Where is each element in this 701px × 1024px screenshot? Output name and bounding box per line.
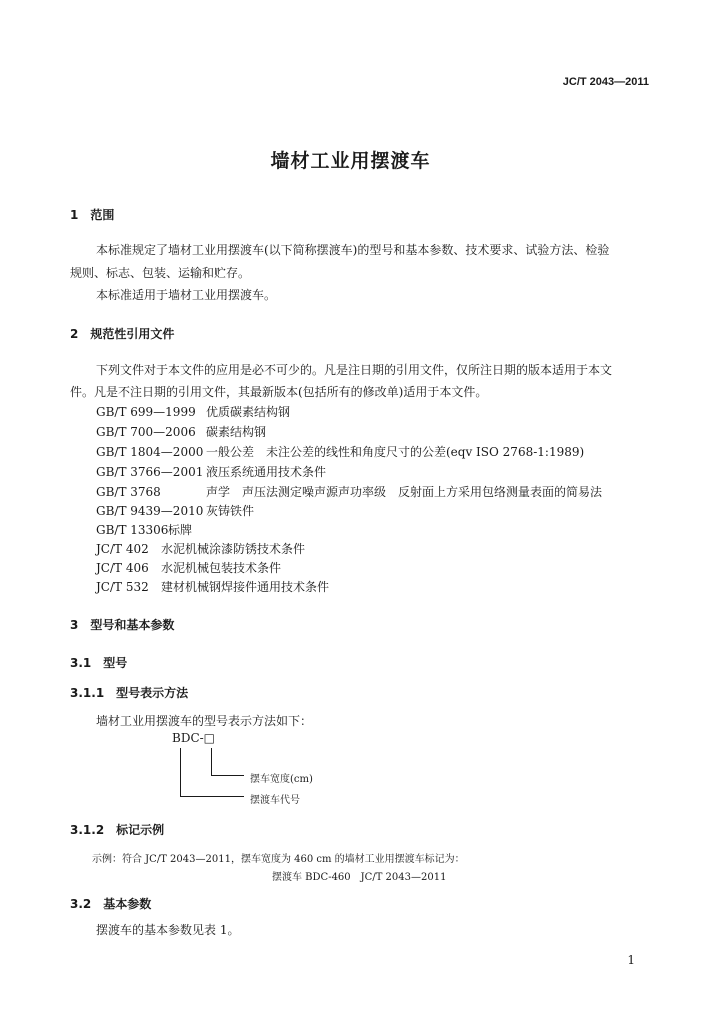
reference-title: 水泥机械涂漆防锈技术条件 xyxy=(161,542,306,556)
reference-code: GB/T 3766—2001 xyxy=(96,465,204,479)
reference-title: 灰铸铁件 xyxy=(206,504,255,518)
width-leader-vertical xyxy=(211,748,212,775)
reference-item xyxy=(96,540,305,557)
reference-item xyxy=(96,483,602,500)
reference-item xyxy=(96,578,329,595)
section-1-para2: 本标准适用于墙材工业用摆渡车。 xyxy=(96,288,277,302)
section-1-heading: 1 范围 xyxy=(70,208,115,222)
reference-item xyxy=(96,443,584,460)
label-width: 摆车宽度(cm) xyxy=(250,774,313,785)
section-2-intro-line2: 件。凡是不注日期的引用文件，其最新版本(包括所有的修改单)适用于本文件。 xyxy=(70,385,488,399)
section-3-2-heading: 3.2 基本参数 xyxy=(70,897,152,911)
reference-item xyxy=(96,502,254,519)
reference-title: 水泥机械包装技术条件 xyxy=(161,561,282,575)
reference-code: JC/T 406 xyxy=(96,561,149,575)
reference-code: GB/T 699—1999 xyxy=(96,405,196,419)
section-2-heading: 2 规范性引用文件 xyxy=(70,327,175,341)
reference-code: GB/T 13306 xyxy=(96,523,169,537)
reference-code: JC/T 402 xyxy=(96,542,149,556)
reference-title: 标牌 xyxy=(168,523,193,537)
reference-code: GB/T 9439—2010 xyxy=(96,504,204,518)
section-1-para1-line1: 本标准规定了墙材工业用摆渡车(以下简称摆渡车)的型号和基本参数、技术要求、试验方法、检验 xyxy=(96,243,610,257)
reference-code: GB/T 3768 xyxy=(96,485,161,499)
page-title: 墙材工业用摆渡车 xyxy=(270,150,431,172)
reference-title: 声学 声压法测定噪声源声功率级 反射面上方采用包络测量表面的简易法 xyxy=(206,485,603,499)
code-leader-horizontal xyxy=(180,796,244,797)
reference-title: 碳素结构钢 xyxy=(206,425,267,439)
section-3-1-1-heading: 3.1.1 型号表示方法 xyxy=(70,686,189,700)
basic-params-text: 摆渡车的基本参数见表 1。 xyxy=(96,923,240,937)
reference-code: GB/T 1804—2000 xyxy=(96,445,204,459)
section-1-para1-line2: 规则、标志、包装、运输和贮存。 xyxy=(70,266,251,280)
reference-item xyxy=(96,423,266,440)
reference-item xyxy=(96,521,192,538)
model-notation-intro: 墙材工业用摆渡车的型号表示方法如下： xyxy=(96,714,313,728)
standard-number: JC/T 2043—2011 xyxy=(562,76,649,88)
reference-code: GB/T 700—2006 xyxy=(96,425,196,439)
width-leader-horizontal xyxy=(211,775,244,776)
reference-code: JC/T 532 xyxy=(96,580,149,594)
reference-item xyxy=(96,403,290,420)
reference-title: 优质碳素结构钢 xyxy=(206,405,291,419)
model-code: BDC-□ xyxy=(172,731,216,745)
reference-item xyxy=(96,463,326,480)
marking-example-line2: 摆渡车 BDC-460 JC/T 2043—2011 xyxy=(272,872,447,883)
section-3-heading: 3 型号和基本参数 xyxy=(70,618,175,632)
reference-title: 一般公差 未注公差的线性和角度尺寸的公差(eqv ISO 2768-1:1989) xyxy=(206,445,585,459)
marking-example-line1: 示例：符合 JC/T 2043—2011，摆车宽度为 460 cm 的墙材工业用摆渡车标记为： xyxy=(92,854,465,865)
reference-item xyxy=(96,559,281,576)
label-code: 摆渡车代号 xyxy=(250,795,300,806)
page-number: 1 xyxy=(627,953,635,967)
section-3-1-2-heading: 3.1.2 标记示例 xyxy=(70,823,165,837)
section-3-1-heading: 3.1 型号 xyxy=(70,656,128,670)
reference-title: 液压系统通用技术条件 xyxy=(206,465,327,479)
code-leader-vertical xyxy=(180,748,181,796)
section-2-intro-line1: 下列文件对于本文件的应用是必不可少的。凡是注日期的引用文件，仅所注日期的版本适用于本文 xyxy=(96,363,613,377)
reference-title: 建材机械钢焊接件通用技术条件 xyxy=(161,580,330,594)
